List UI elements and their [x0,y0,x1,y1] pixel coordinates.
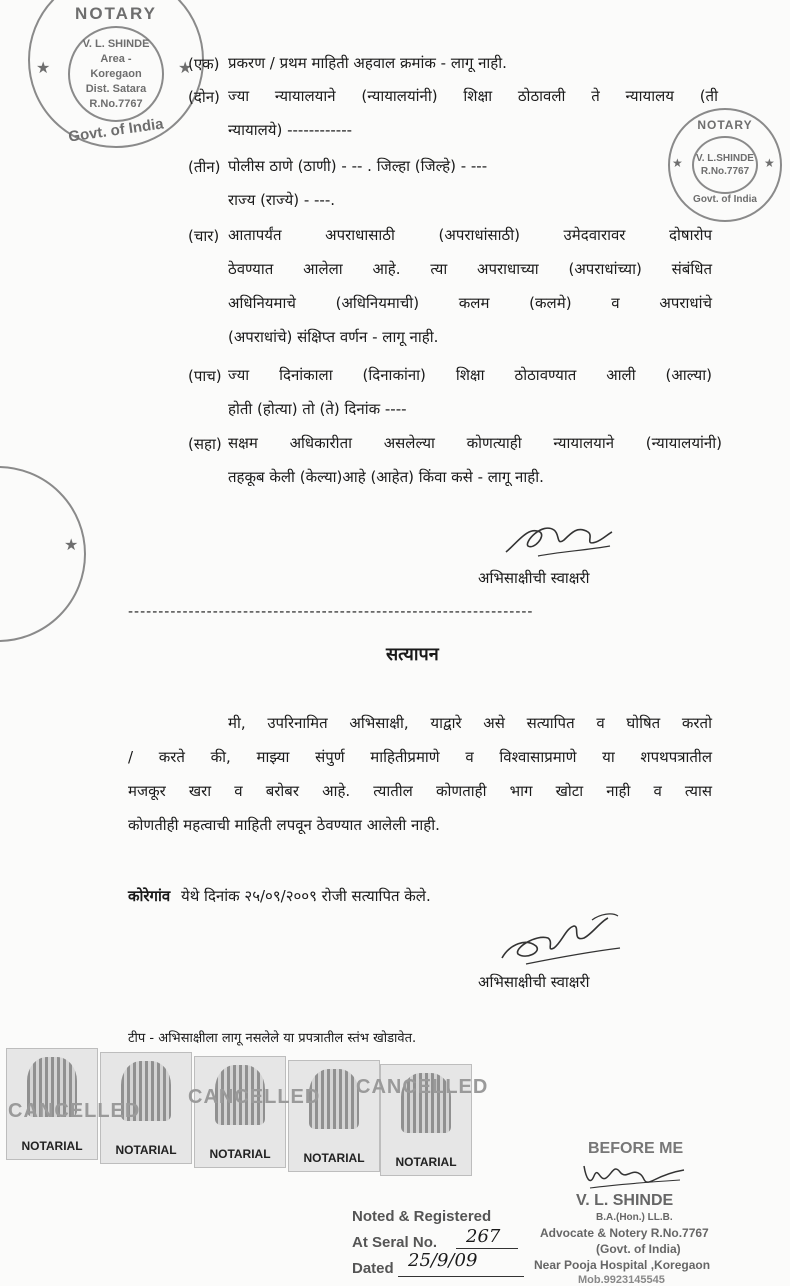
item-number: (सहा) [188,435,222,453]
cancelled-mark: CANCELLED [8,1100,141,1122]
notary-address: Near Pooja Hospital ,Koregaon [534,1258,711,1272]
seal-bottom-text: Govt. of India [693,194,757,205]
item-number: (चार) [188,227,220,245]
notary-govt: (Govt. of India) [596,1242,681,1256]
item-line: ज्या दिनांकाला (दिनाकांना) शिक्षा ठोठावण्यात आली (आल्या) [228,366,712,384]
dated-underline [398,1276,524,1277]
seal-line: Koregaon [90,67,142,80]
notary-qualification: B.A.(Hon.) LL.B. [596,1212,673,1223]
star-icon: ★ [178,60,193,77]
stamp-label: NOTARIAL [209,1147,271,1161]
item-line: (अपराधांचे) संक्षिप्त वर्णन - लागू नाही. [228,328,439,346]
seal-top-text: NOTARY [75,4,157,23]
seal-line: Area - [100,52,132,65]
stamp-label: NOTARIAL [21,1139,83,1153]
item-number: (एक) [188,55,220,73]
verification-date-line [128,886,431,906]
stamp-label: NOTARIAL [395,1155,457,1169]
seal-line: R.No.7767 [89,97,143,110]
seal-line: Dist. Satara [85,82,147,95]
stamp-label: NOTARIAL [115,1143,177,1157]
divider-line: ------------------------------------------------------------------- [128,604,534,620]
serial-value: 267 [466,1226,501,1247]
dated-label: Dated [352,1260,394,1277]
item-line: आतापर्यंत अपराधासाठी (अपराधांसाठी) उमेदवारावर दोषारोप [228,226,712,244]
seal-top-text: NOTARY [697,118,753,132]
item-line: होती (होत्या) तो (ते) दिनांक ---- [228,400,407,418]
item-line: प्रकरण / प्रथम माहिती अहवाल क्रमांक - लागू नाही. [228,54,507,72]
star-icon: ★ [672,156,683,170]
notarial-stamp [194,1056,286,1168]
seal-line: R.No.7767 [700,166,750,177]
star-icon: ★ [764,156,775,170]
item-text [228,149,668,217]
date-text: येथे दिनांक २५/०९/२००९ रोजी सत्यापित केले. [181,887,431,905]
verification-line: मजकूर खरा व बरोबर आहे. त्यातील कोणताही भाग खोटा नाही व त्यास [128,782,712,800]
stamp-label: NOTARIAL [303,1151,365,1165]
cancelled-mark: CANCELLED [188,1086,321,1108]
signature-label: अभिसाक्षीची स्वाक्षरी [478,973,590,991]
serial-label: At Seral No. [352,1234,438,1251]
item-text [228,426,722,494]
item-text [228,218,712,354]
item-line: तहकूब केली (केल्या)आहे (आहेत) किंवा कसे - लागू नाही. [228,468,544,486]
item-line: न्यायालये) ------------ [228,121,353,139]
handwritten-signature [498,512,618,562]
handwritten-signature [496,908,626,968]
item-number: (पाच) [188,367,222,385]
notary-registration: Advocate & Notery R.No.7767 [540,1226,709,1240]
item-line: राज्य (राज्ये) - ---. [228,191,336,209]
item-line: पोलीस ठाणे (ठाणी) - -- . जिल्हा (जिल्हे) - --- [228,157,488,175]
verification-line: कोणतीही महत्वाची माहिती लपवून ठेवण्यात आलेली नाही. [128,816,440,834]
notary-seal-partial [0,466,86,642]
verification-line: मी, उपरिनामित अभिसाक्षी, याद्वारे असे सत्यापित व घोषित करतो [228,714,712,732]
cancelled-mark: CANCELLED [356,1076,489,1098]
item-line: अधिनियमाचे (अधिनियमाची) कलम (कलमे) व अपराधांचे [228,294,712,312]
signature-label: अभिसाक्षीची स्वाक्षरी [478,569,590,587]
seal-line: V. L. SHINDE [82,37,150,50]
item-text [228,358,712,426]
item-text [228,46,718,80]
before-me-title: BEFORE ME [588,1140,684,1157]
item-text [228,79,718,147]
item-line: ज्या न्यायालयाने (न्यायालयांनी) शिक्षा ठोठावली ते न्यायालय (ती [228,87,718,105]
verification-paragraph [128,706,712,842]
item-line: सक्षम अधिकारीता असलेल्या कोणत्याही न्यायालयाने (न्यायालयांनी) [228,434,722,452]
dated-value: 25/9/09 [408,1250,478,1271]
item-number: (दोन) [188,88,220,106]
star-icon: ★ [64,535,79,554]
serial-underline [456,1248,518,1249]
item-number: (तीन) [188,158,221,176]
seal-bottom-text: Govt. of India [67,115,165,146]
notary-name: V. L. SHINDE [576,1192,674,1209]
notary-seal-large [28,0,204,148]
note-text: टीप - अभिसाक्षीला लागू नसलेले या प्रपत्रातील स्तंभ खोडावेत. [128,1031,417,1046]
notary-mobile: Mob.9923145545 [578,1274,665,1286]
verification-line: / करते की, माझ्या संपुर्ण माहितीप्रमाणे व विश्वासाप्रमाणे या शपथपत्रातील [128,748,712,766]
notary-signature [580,1158,690,1192]
star-icon: ★ [36,60,51,77]
seal-inner-circle [68,26,164,122]
place-name: कोरेगांव [128,887,171,905]
item-line: ठेवण्यात आलेला आहे. त्या अपराधाच्या (अपराधांच्या) संबंधित [228,260,712,278]
registration-title: Noted & Registered [352,1208,492,1225]
seal-line: V. L.SHINDE [696,153,754,164]
verification-title: सत्यापन [386,644,439,665]
